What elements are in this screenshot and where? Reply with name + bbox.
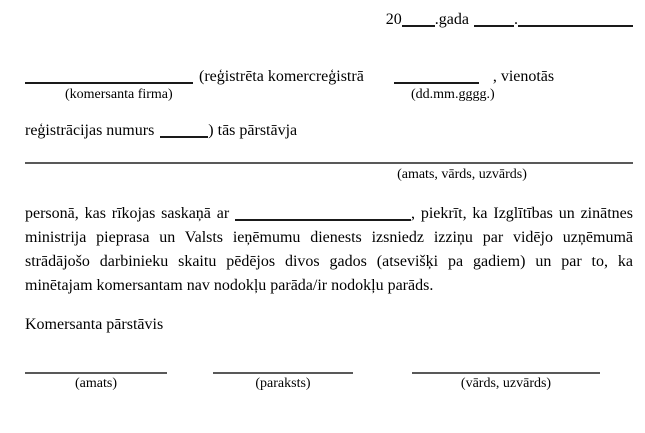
- regnum-suffix: ) tās pārstāvja: [208, 122, 298, 139]
- signature-row: [25, 372, 633, 392]
- blank-day: [474, 13, 514, 27]
- date-line: [25, 10, 633, 30]
- signature-line-amats: [25, 372, 167, 374]
- blank-year: [402, 13, 435, 27]
- signature-field-vards: [412, 372, 600, 392]
- representative-line: [25, 162, 633, 164]
- body-part2: , piekrīt, ka Izglītības un zinātnes ministrija pieprasa un Valsts ieņēmumu dienests izsniedz izziņu par vidējo uzņēmumā strādājošo darbinieku skaitu pēdējos divos gados (atsevišķi pa gadiem) un par to, ka minētajam komersantam nav nodokļu parāda/ir nodokļu parāds.: [25, 205, 634, 294]
- signature-heading: Komersanta pārstāvis: [25, 316, 164, 333]
- blank-month: [518, 13, 633, 27]
- blank-registration-date: [394, 70, 479, 84]
- signature-line-paraksts: [213, 372, 353, 374]
- firm-label: (komersanta firma): [65, 87, 173, 102]
- date-year-prefix: 20: [385, 11, 402, 28]
- signature-label-amats: (amats): [75, 376, 117, 391]
- date-format-label: (dd.mm.gggg.): [411, 87, 495, 102]
- signature-field-paraksts: [213, 372, 353, 392]
- body-part1: personā, kas rīkojas saskaņā ar: [25, 205, 235, 222]
- signature-label-paraksts: (paraksts): [255, 376, 311, 391]
- representative-label: (amats, vārds, uzvārds): [397, 167, 527, 182]
- signature-field-amats: [25, 372, 167, 392]
- blank-authorization: [235, 207, 411, 221]
- body-paragraph: [25, 202, 633, 298]
- regnum-row: [25, 120, 633, 142]
- date-gada-label: .gada: [434, 11, 469, 28]
- date-dot: .: [514, 11, 518, 28]
- intro-row: [25, 66, 633, 108]
- regnum-prefix: reģistrācijas numurs: [25, 122, 155, 139]
- registered-text: (reģistrēta komercreģistrā: [199, 68, 364, 85]
- blank-regnum: [160, 124, 208, 138]
- blank-firm-name: [25, 70, 193, 84]
- signature-label-vards: (vārds, uzvārds): [460, 376, 552, 391]
- vienotas-text: , vienotās: [492, 68, 555, 85]
- signature-line-vards: [412, 372, 600, 374]
